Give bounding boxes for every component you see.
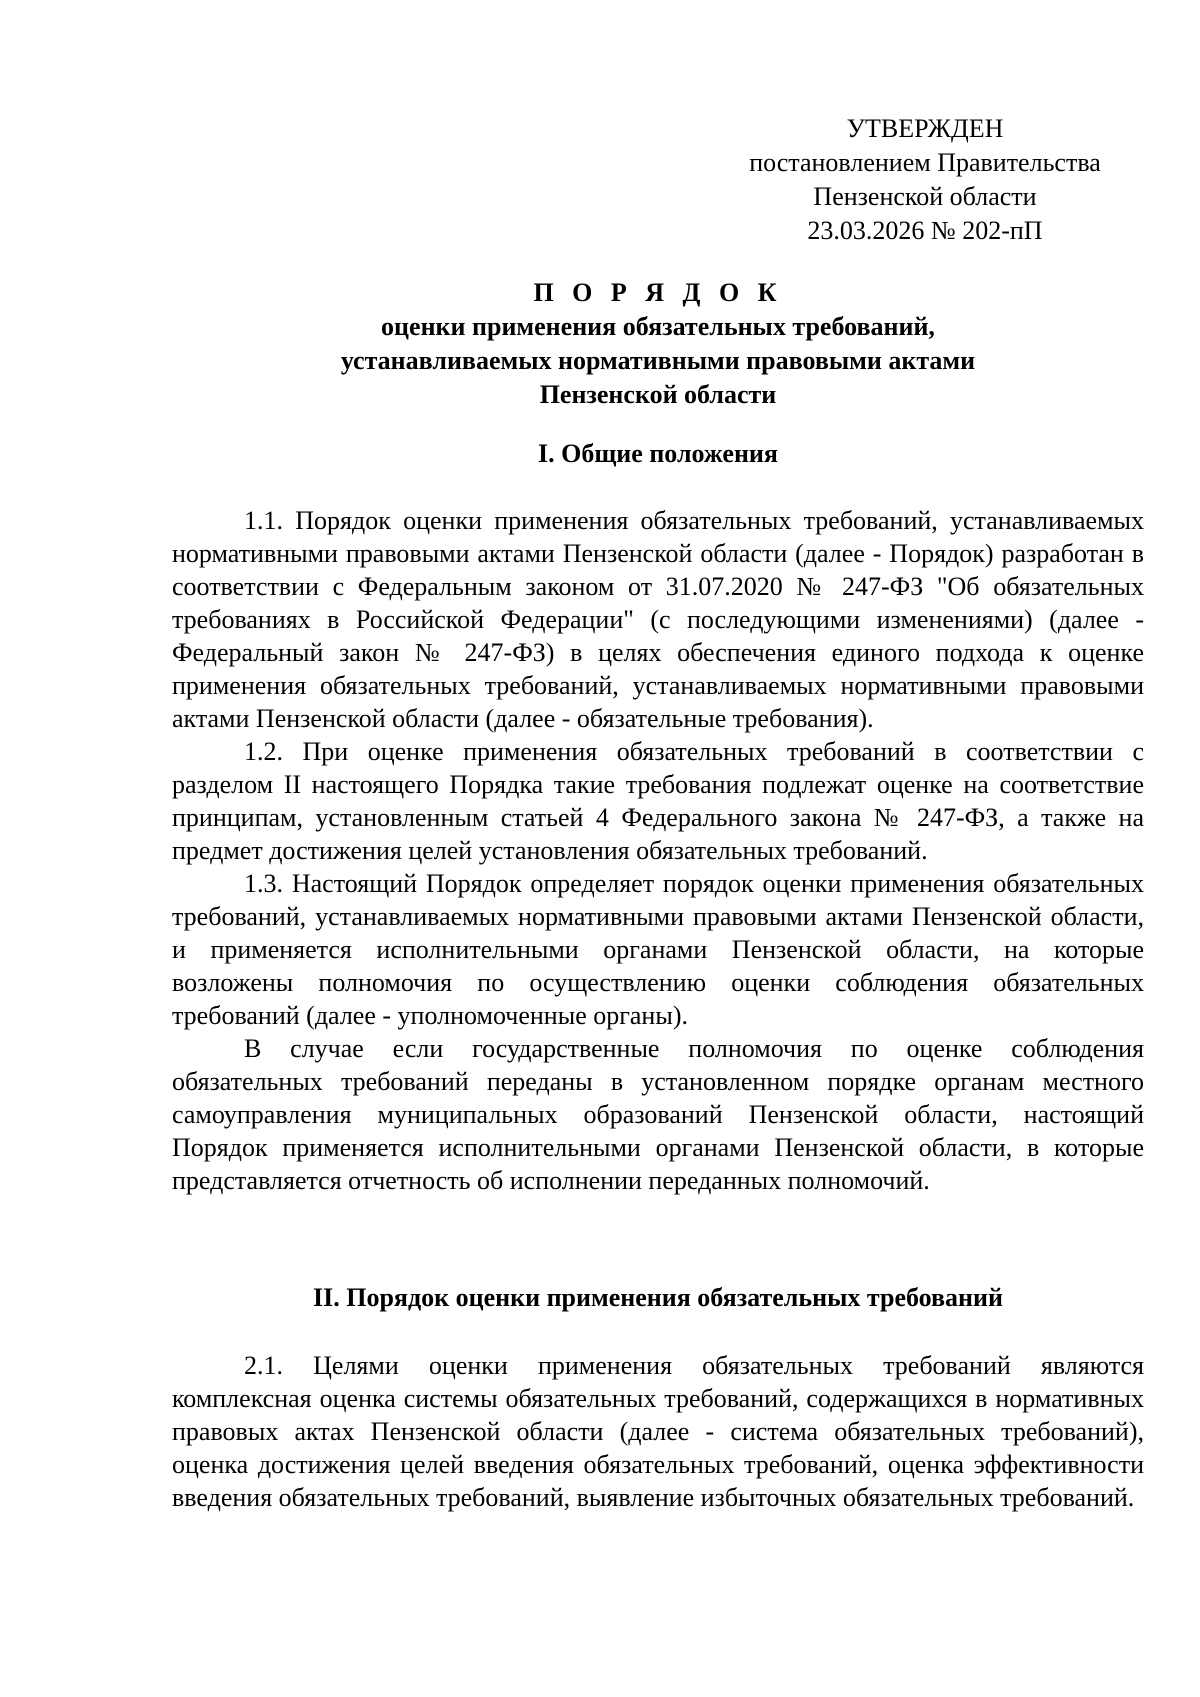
- paragraph-1-2: 1.2. При оценке применения обязательных требований в соответствии с разделом II настоящего Порядка такие требования подлежат оценке на соответствие принципам, установленным статьей 4 Федерального закона № 247-ФЗ, а также на предмет достижения целей установления обязательных требований.: [172, 737, 1144, 865]
- paragraph-1-3-continued: В случае если государственные полномочия по оценке соблюдения обязательных требований переданы в установленном порядке органам местного самоуправления муниципальных образований Пензенской области, настоящий Порядок применяется исполнительными органами Пензенской области, в которые представляется отчетность об исполнении переданных полномочий.: [172, 1034, 1144, 1195]
- section-1-body: [172, 504, 1144, 1197]
- approval-region: Пензенской области: [813, 182, 1037, 211]
- section-2-body: [172, 1349, 1144, 1514]
- approval-act: постановлением Правительства: [749, 148, 1101, 177]
- document-title-line-2: оценки применения обязательных требований,: [381, 312, 935, 341]
- paragraph-1-1: 1.1. Порядок оценки применения обязательных требований, устанавливаемых нормативными правовыми актами Пензенской области (далее - Порядок) разработан в соответствии с Федеральным законом от 31.07.2020 № 247-ФЗ "Об обязательных требованиях в Российской Федерации" (с последующими изменениями) (далее - Федеральный закон № 247-ФЗ) в целях обеспечения единого подхода к оценке применения обязательных требований, устанавливаемых нормативными правовыми актами Пензенской области (далее - обязательные требования).: [172, 506, 1144, 733]
- document-title-word: П О Р Я Д О К: [533, 278, 783, 307]
- approval-status: УТВЕРЖДЕН: [846, 114, 1004, 143]
- section-1-heading: I. Общие положения: [538, 439, 778, 468]
- approval-date-number: 23.03.2026 № 202-пП: [807, 216, 1043, 245]
- section-2-heading: II. Порядок оценки применения обязательных требований: [312, 1283, 1003, 1312]
- paragraph-2-1: 2.1. Целями оценки применения обязательных требований являются комплексная оценка системы обязательных требований, содержащихся в нормативных правовых актах Пензенской области (далее - система обязательных требований), оценка достижения целей введения обязательных требований, оценка эффективности введения обязательных требований, выявление избыточных обязательных требований.: [172, 1351, 1144, 1512]
- approval-stamp: [735, 112, 1115, 248]
- document-title-line-3: устанавливаемых нормативными правовыми актами: [340, 346, 976, 375]
- paragraph-1-3: 1.3. Настоящий Порядок определяет порядок оценки применения обязательных требований, устанавливаемых нормативными правовыми актами Пензенской области, и применяется исполнительными органами Пензенской области, на которые возложены полномочия по осуществлению оценки соблюдения обязательных требований (далее - уполномоченные органы).: [172, 869, 1144, 1030]
- document-title: [172, 276, 1144, 412]
- document-title-line-4: Пензенской области: [539, 380, 777, 409]
